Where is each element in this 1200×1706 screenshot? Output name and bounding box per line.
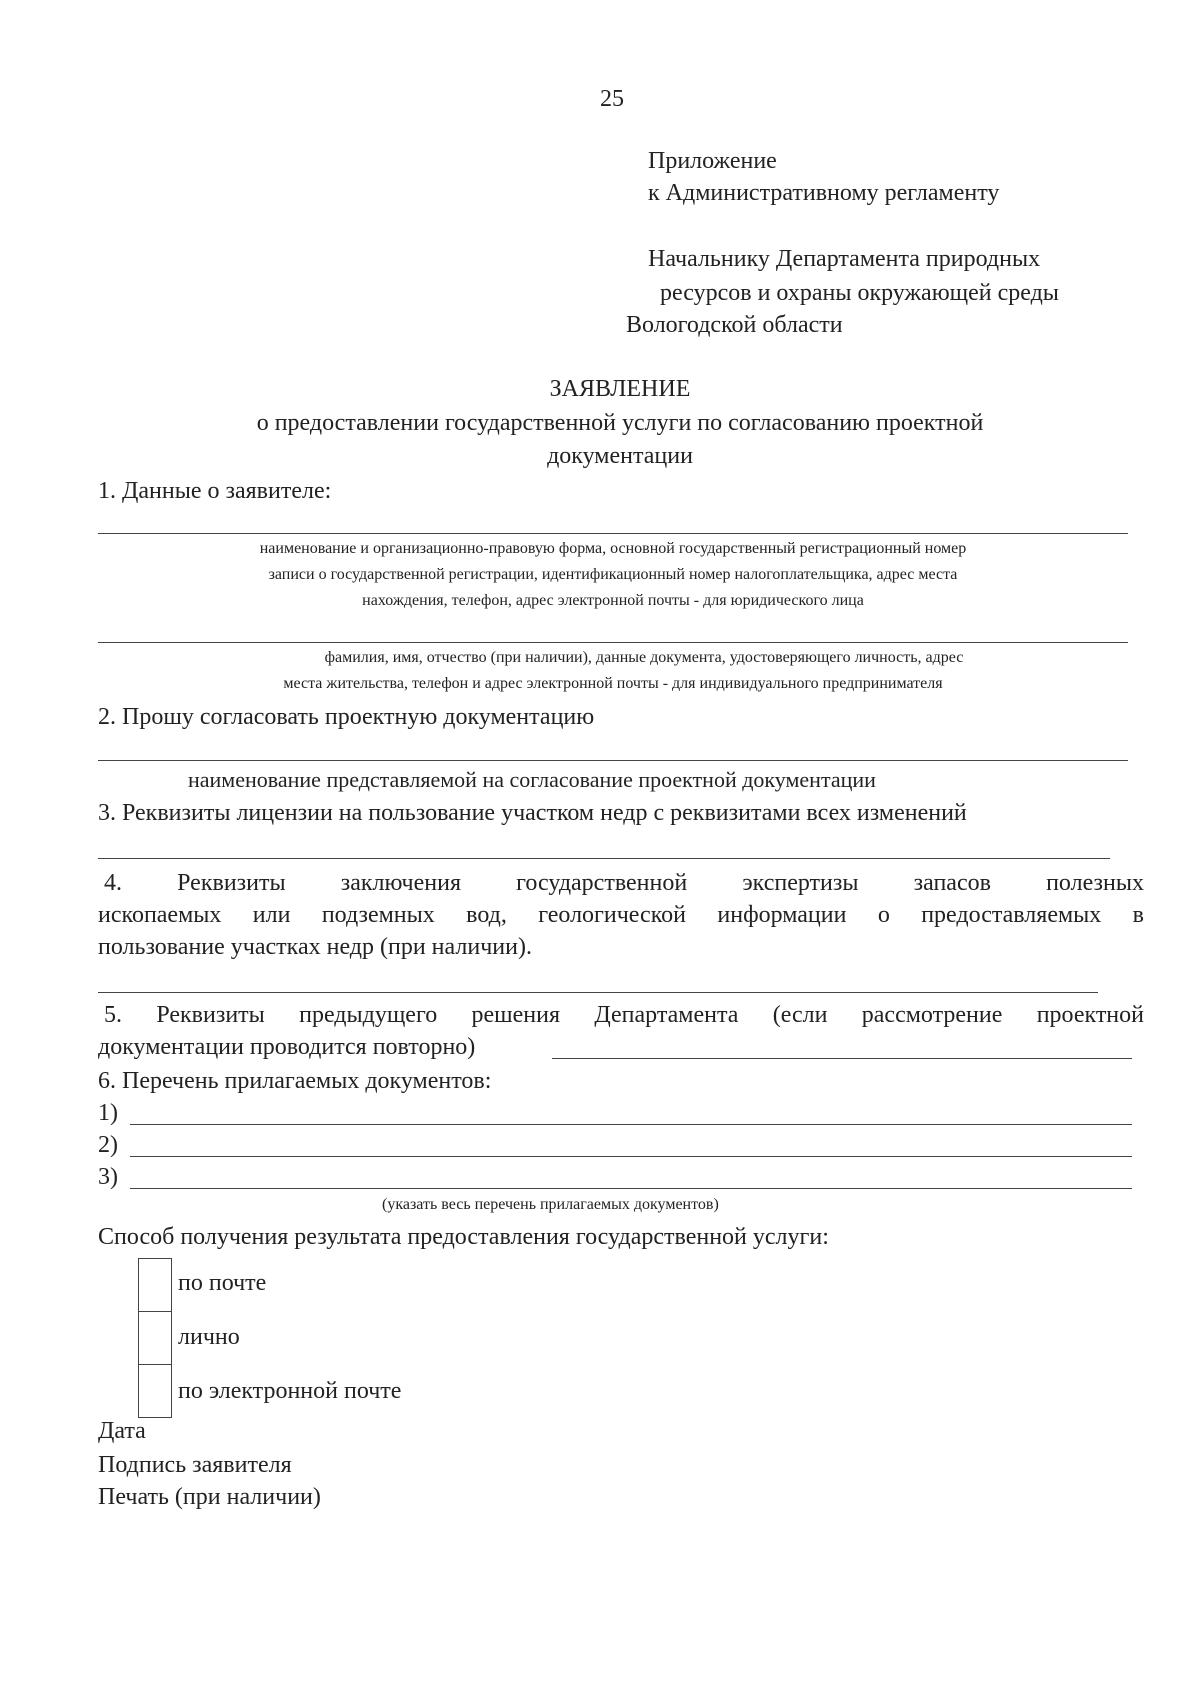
signature-label: Подпись заявителя [98,1452,292,1478]
delivery-option-in-person: лично [178,1324,240,1350]
legal-entity-hint-line3: нахождения, телефон, адрес электронной почты - для юридического лица [362,592,864,609]
individual-hint-line2: места жительства, телефон и адрес электронной почты - для индивидуального предпринимателя [283,675,943,692]
section5-line2: документации проводится повторно) [98,1034,476,1060]
date-label: Дата [98,1418,146,1444]
checkbox-in-person[interactable] [138,1311,172,1364]
section1-label: 1. Данные о заявителе: [98,478,332,504]
expertise-details-field[interactable] [98,992,1098,993]
legal-entity-hint-line2: записи о государственной регистрации, идентификационный номер налогоплательщика, адрес места [268,566,958,583]
delivery-option-mail: по почте [178,1270,267,1296]
document-item-1-label: 1) [98,1100,118,1126]
section5-line1: 5. Реквизиты предыдущего решения Департамента (если рассмотрение проектной [104,1002,1144,1028]
appendix-line2: к Административному регламенту [648,180,1000,206]
delivery-label: Способ получения результата предоставления государственной услуги: [98,1224,829,1250]
section2-hint: наименование представляемой на согласование проектной документации [188,767,876,792]
individual-hint-line1: фамилия, имя, отчество (при наличии), данные документа, удостоверяющего личность, адрес [324,649,964,666]
addressee-line1: Начальнику Департамента природных [648,246,1041,272]
section4-line2: ископаемых или подземных вод, геологической информации о предоставляемых в [98,902,1144,928]
section4-line3: пользование участках недр (при наличии). [98,934,532,960]
section2-label: 2. Прошу согласовать проектную документацию [98,704,595,730]
document-subtitle-line1: о предоставлении государственной услуги по согласованию проектной [256,410,984,436]
section4-line1: 4. Реквизиты заключения государственной экспертизы запасов полезных [104,870,1144,896]
project-documentation-field[interactable] [98,760,1128,761]
stamp-label: Печать (при наличии) [98,1484,321,1510]
delivery-option-email: по электронной почте [178,1378,402,1404]
document-item-3-field[interactable] [130,1188,1132,1189]
document-subtitle-line2: документации [547,443,693,469]
document-title: ЗАЯВЛЕНИЕ [549,376,691,402]
document-item-3-label: 3) [98,1164,118,1190]
document-item-1-field[interactable] [130,1124,1132,1125]
appendix-line1: Приложение [648,148,777,174]
document-item-2-label: 2) [98,1132,118,1158]
applicant-individual-field[interactable] [98,642,1128,643]
applicant-legal-field[interactable] [98,533,1128,534]
section6-hint: (указать весь перечень прилагаемых документов) [382,1196,719,1213]
page-number: 25 [600,86,624,112]
section3-label: 3. Реквизиты лицензии на пользование участком недр с реквизитами всех изменений [98,800,967,826]
checkbox-by-email[interactable] [138,1364,172,1418]
previous-decision-field[interactable] [552,1058,1132,1059]
document-item-2-field[interactable] [130,1156,1132,1157]
checkbox-by-mail[interactable] [138,1258,172,1311]
legal-entity-hint-line1: наименование и организационно-правовую форма, основной государственный регистрационный номер [259,540,967,557]
section6-label: 6. Перечень прилагаемых документов: [98,1068,492,1094]
license-details-field[interactable] [98,858,1110,859]
addressee-line3: Вологодской области [626,312,843,338]
delivery-checkboxes [138,1258,172,1418]
addressee-line2: ресурсов и охраны окружающей среды [660,280,1059,306]
